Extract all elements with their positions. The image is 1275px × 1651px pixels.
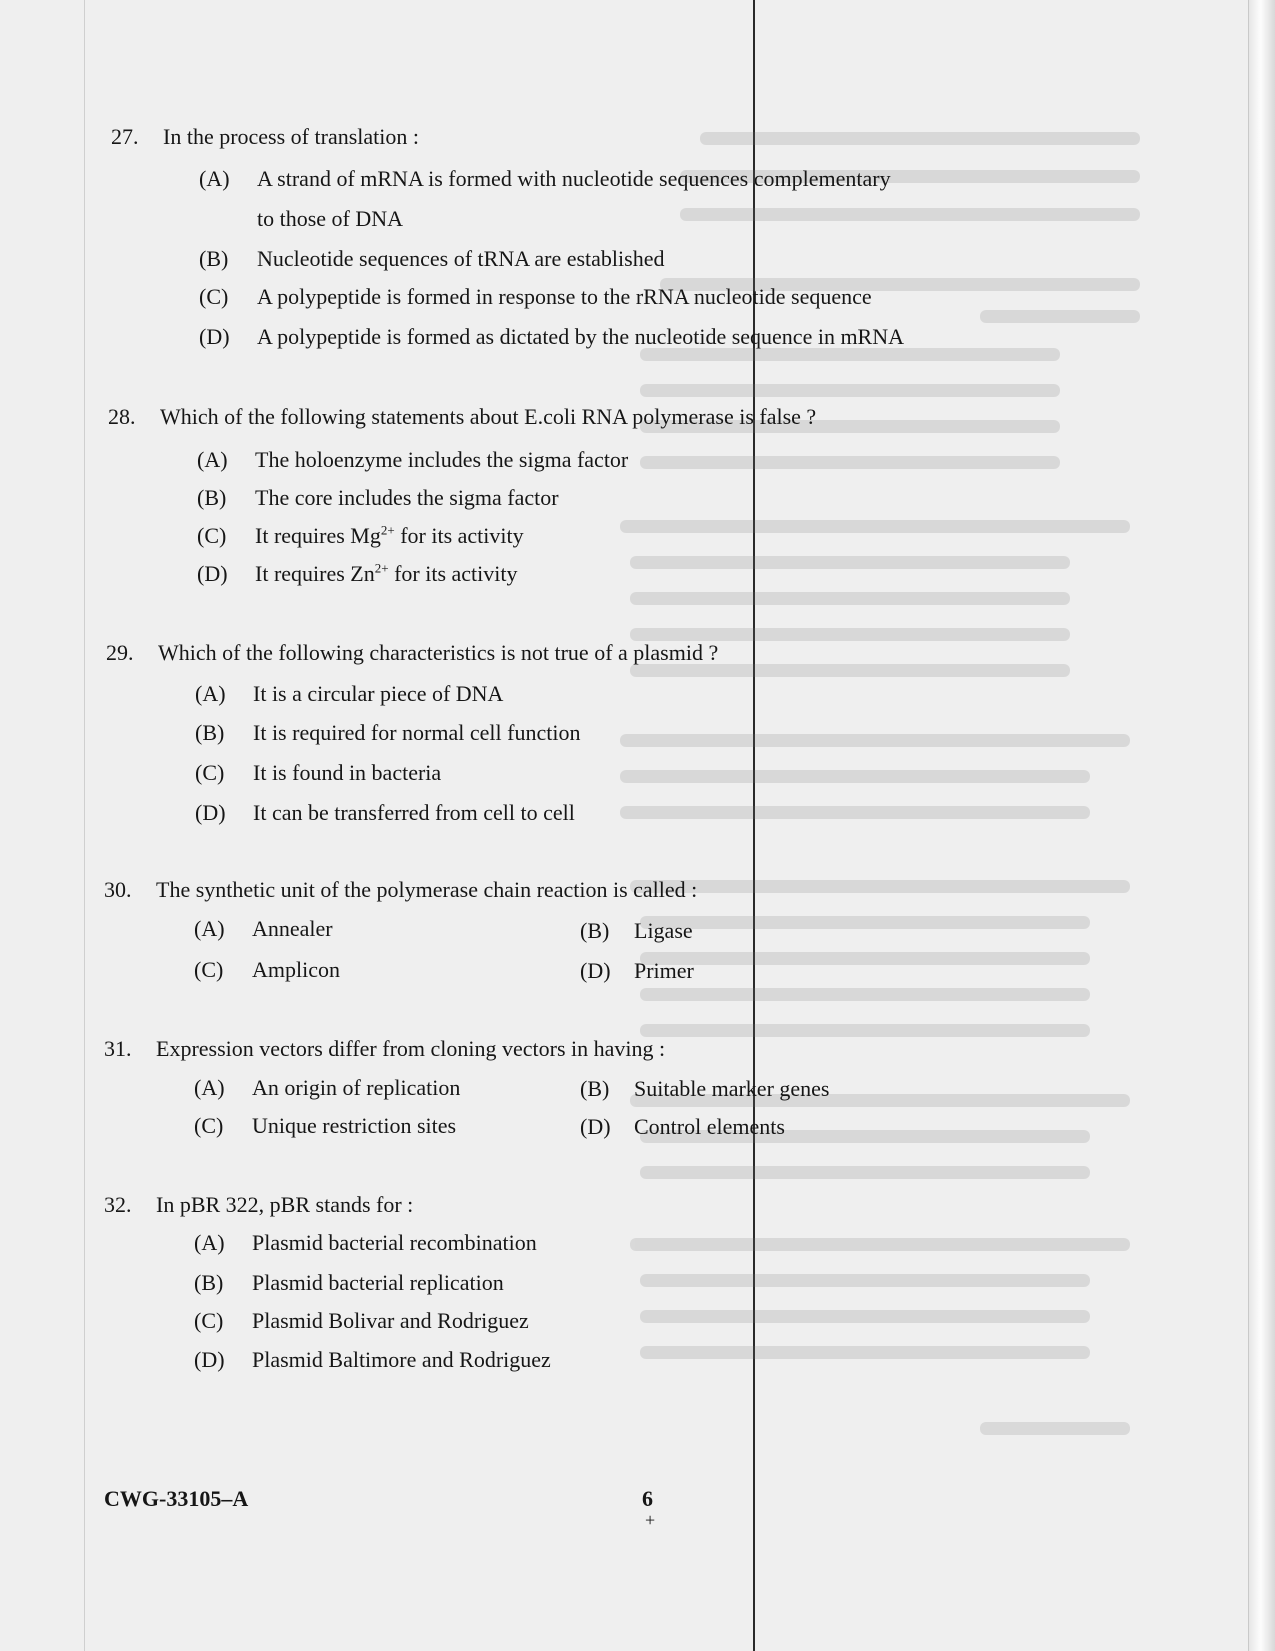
option-label: (D) bbox=[195, 800, 226, 825]
margin-line bbox=[84, 0, 85, 1651]
page-number: 6 bbox=[642, 1486, 653, 1511]
option-text: Annealer bbox=[252, 916, 333, 941]
option-label: (B) bbox=[194, 1270, 224, 1295]
option-label: (C) bbox=[194, 1113, 224, 1138]
option-text: It is a circular piece of DNA bbox=[253, 681, 504, 706]
superscript-charge: 2+ bbox=[380, 522, 395, 538]
option-text-rest: for its activity bbox=[394, 523, 524, 548]
registration-mark: + bbox=[645, 1510, 656, 1530]
question-text: In the process of translation : bbox=[163, 124, 419, 149]
option-text: It is required for normal cell function bbox=[253, 720, 581, 745]
question-text: In pBR 322, pBR stands for : bbox=[156, 1192, 414, 1217]
option-label: (D) bbox=[199, 324, 230, 349]
option-label: (D) bbox=[580, 1114, 611, 1139]
question-number: 32. bbox=[104, 1192, 132, 1217]
option-label: (A) bbox=[194, 1230, 225, 1255]
question-number: 29. bbox=[106, 640, 134, 665]
option-text: A strand of mRNA is formed with nucleotide sequences complementary bbox=[257, 166, 891, 191]
option-label: (D) bbox=[580, 958, 611, 983]
option-label: (C) bbox=[194, 957, 224, 982]
option-label: (A) bbox=[195, 681, 226, 706]
option-text: Plasmid bacterial replication bbox=[252, 1270, 504, 1295]
option-text: A polypeptide is formed as dictated by the nucleotide sequence in mRNA bbox=[257, 324, 905, 349]
option-label: (C) bbox=[199, 284, 229, 309]
fold-line bbox=[753, 0, 755, 1651]
superscript-charge: 2+ bbox=[374, 560, 389, 576]
option-label: (D) bbox=[197, 561, 228, 586]
option-label: (B) bbox=[197, 485, 227, 510]
question-text: Expression vectors differ from cloning vectors in having : bbox=[156, 1036, 666, 1061]
option-text: Amplicon bbox=[252, 957, 340, 982]
option-text-main: It requires Mg bbox=[255, 523, 381, 548]
option-text bbox=[255, 523, 524, 549]
option-text: It is found in bacteria bbox=[253, 760, 442, 785]
option-text: A polypeptide is formed in response to the rRNA nucleotide sequence bbox=[257, 284, 872, 309]
option-text: Primer bbox=[634, 958, 694, 983]
option-label: (A) bbox=[194, 1075, 225, 1100]
option-text: Unique restriction sites bbox=[252, 1113, 457, 1138]
option-label: (A) bbox=[194, 916, 225, 941]
option-text: Ligase bbox=[634, 918, 693, 943]
option-text: Suitable marker genes bbox=[634, 1076, 830, 1101]
option-text: Control elements bbox=[634, 1114, 785, 1139]
option-label: (A) bbox=[197, 447, 228, 472]
option-text bbox=[255, 561, 518, 587]
option-label: (A) bbox=[199, 166, 230, 191]
show-through-text bbox=[620, 110, 1180, 1510]
option-text: Plasmid Bolivar and Rodriguez bbox=[252, 1308, 529, 1333]
question-number: 31. bbox=[104, 1036, 132, 1061]
question-number: 30. bbox=[104, 877, 132, 902]
option-label: (C) bbox=[194, 1308, 224, 1333]
option-text: Plasmid Baltimore and Rodriguez bbox=[252, 1347, 551, 1372]
question-text: The synthetic unit of the polymerase chain reaction is called : bbox=[156, 877, 698, 902]
booklet-code: CWG-33105–A bbox=[104, 1486, 249, 1511]
option-label: (B) bbox=[580, 918, 610, 943]
option-text: The holoenzyme includes the sigma factor bbox=[255, 447, 629, 472]
option-text-main: It requires Zn bbox=[255, 561, 375, 586]
option-text: It can be transferred from cell to cell bbox=[253, 800, 575, 825]
option-label: (C) bbox=[195, 760, 225, 785]
page-edge bbox=[1248, 0, 1275, 1651]
option-text: Nucleotide sequences of tRNA are established bbox=[257, 246, 665, 271]
option-text: The core includes the sigma factor bbox=[255, 485, 559, 510]
option-label: (B) bbox=[199, 246, 229, 271]
option-label: (B) bbox=[195, 720, 225, 745]
question-number: 27. bbox=[111, 124, 139, 149]
question-text: Which of the following characteristics is not true of a plasmid ? bbox=[158, 640, 719, 665]
question-number: 28. bbox=[108, 404, 136, 429]
option-label: (B) bbox=[580, 1076, 610, 1101]
option-label: (C) bbox=[197, 523, 227, 548]
option-text: An origin of replication bbox=[252, 1075, 461, 1100]
option-label: (D) bbox=[194, 1347, 225, 1372]
option-text: Plasmid bacterial recombination bbox=[252, 1230, 537, 1255]
question-text: Which of the following statements about E.coli RNA polymerase is false ? bbox=[160, 404, 817, 429]
option-text-rest: for its activity bbox=[388, 561, 518, 586]
option-text: to those of DNA bbox=[257, 206, 404, 231]
